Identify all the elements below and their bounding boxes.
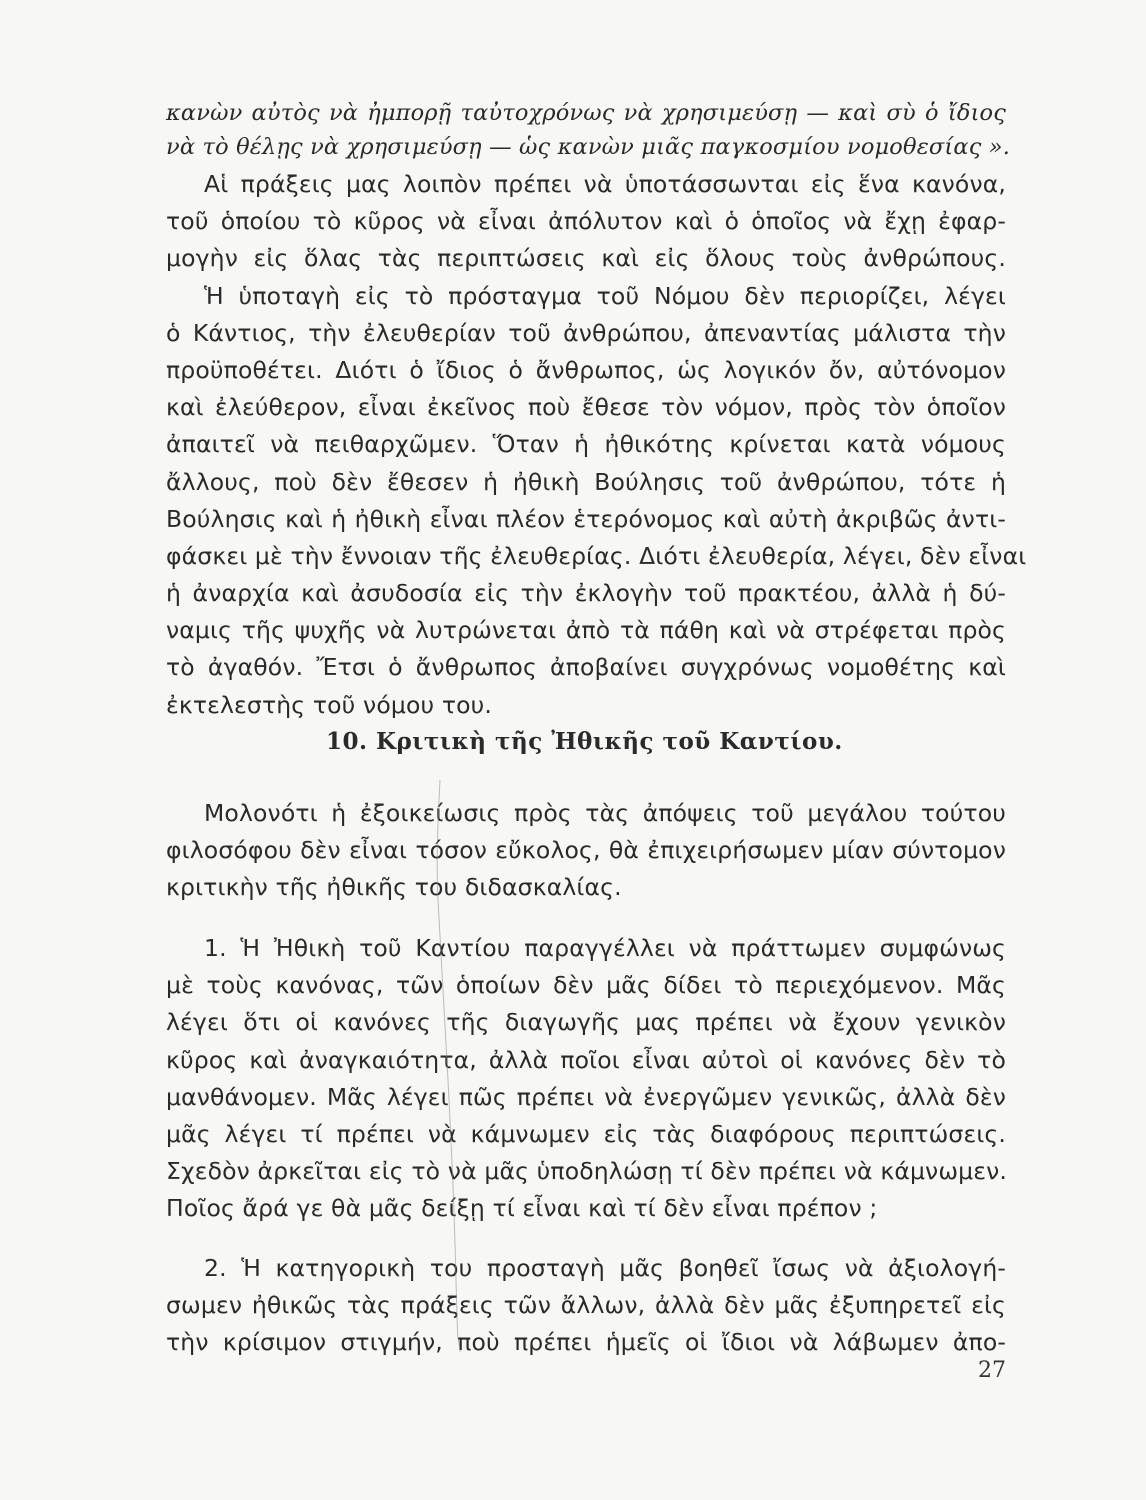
text-line: Ποῖος ἄρά γε θὰ μᾶς δείξῃ τί εἶναι καὶ τί δὲν εἶναι πρέπον ; — [166, 1194, 878, 1223]
text-line: 2. Ἡ κατηγορικὴ του προσταγὴ μᾶς βοηθεῖ ἴσως νὰ ἀξιολογή- — [204, 1254, 1006, 1282]
text-line: καὶ ἐλεύθερον, εἶναι ἐκεῖνος ποὺ ἔθεσε τὸν νόμον, πρὸς τὸν ὁποῖον — [166, 393, 1006, 422]
page-number: 27 — [978, 1358, 1006, 1383]
text-line: τὴν κρίσιμον στιγμήν, ποὺ πρέπει ἡμεῖς οἱ ἴδιοι νὰ λάβωμεν ἀπο- — [166, 1328, 1006, 1357]
text-line: κριτικὴν τῆς ἠθικῆς του διδασκαλίας. — [166, 873, 622, 902]
text-line: μανθάνομεν. Μᾶς λέγει πῶς πρέπει νὰ ἐνεργῶμεν γενικῶς, ἀλλὰ δὲν — [166, 1082, 1006, 1111]
quote-continuation — [166, 96, 1011, 164]
text-line: 1. Ἡ Ἠθικὴ τοῦ Καντίου παραγγέλλει νὰ πράττωμεν συμφώνως — [204, 934, 1006, 962]
text-line: ναμις τῆς ψυχῆς νὰ λυτρώνεται ἀπὸ τὰ πάθη καὶ νὰ στρέφεται πρὸς — [166, 616, 1006, 645]
text-line: νὰ τὸ θέλῃς νὰ χρησιμεύσῃ — ὡς κανὼν μιᾶς παγκοσμίου νομοθεσίας ». — [166, 134, 1011, 160]
text-line: Σχεδὸν ἀρκεῖται εἰς τὸ νὰ μᾶς ὑποδηλώσῃ τί δὲν πρέπει νὰ κάμνωμεν. — [166, 1157, 1008, 1186]
paragraph-3 — [166, 930, 1006, 1228]
text-line: προϋποθέτει. Διότι ὁ ἴδιος ὁ ἄνθρωπος, ὡς λογικόν ὄν, αὐτόνομον — [166, 355, 1006, 384]
text-line: ὁ Κάντιος, τὴν ἐλευθερίαν τοῦ ἀνθρώπου, ἀπεναντίας μάλιστα τὴν — [166, 318, 1006, 347]
text-line: μογὴν εἰς ὅλας τὰς περιπτώσεις καὶ εἰς ὅλους τοὺς ἀνθρώπους. — [166, 244, 1006, 273]
text-line: μᾶς λέγει τί πρέπει νὰ κάμνωμεν εἰς τὰς διαφόρους περιπτώσεις. — [166, 1119, 1006, 1148]
text-line: Βούλησις καὶ ἡ ἠθικὴ εἶναι πλέον ἑτερόνομος καὶ αὐτὴ ἀκριβῶς ἀντι- — [166, 504, 1006, 533]
text-line: Ἡ ὑποταγὴ εἰς τὸ πρόσταγμα τοῦ Νόμου δὲν περιορίζει, λέγει — [204, 281, 1006, 310]
text-line: φιλοσόφου δὲν εἶναι τόσον εὔκολος, θὰ ἐπιχειρήσωμεν μίαν σύντομον — [166, 836, 1006, 865]
text-line: ἀπαιτεῖ νὰ πειθαρχῶμεν. Ὅταν ἡ ἠθικότης κρίνεται κατὰ νόμους — [166, 430, 1006, 459]
text-line: φάσκει μὲ τὴν ἔννοιαν τῆς ἐλευθερίας. Διότι ἐλευθερία, λέγει, δὲν εἶναι — [166, 541, 1027, 570]
text-line: σωμεν ἠθικῶς τὰς πράξεις τῶν ἄλλων, ἀλλὰ δὲν μᾶς ἐξυπηρετεῖ εἰς — [166, 1291, 1006, 1320]
section-heading: 10. Κριτικὴ τῆς Ἠθικῆς τοῦ Καντίου. — [326, 728, 843, 755]
text-line: τὸ ἀγαθόν. Ἔτσι ὁ ἄνθρωπος ἀποβαίνει συγχρόνως νομοθέτης καὶ — [166, 653, 1006, 682]
paragraph-1 — [166, 166, 1027, 724]
text-line: ἐκτελεστὴς τοῦ νόμου του. — [166, 690, 493, 719]
text-line: λέγει ὅτι οἱ κανόνες τῆς διαγωγῆς μας πρέπει νὰ ἔχουν γενικὸν — [166, 1008, 1006, 1037]
text-line: ἄλλους, ποὺ δὲν ἔθεσεν ἡ ἠθικὴ Βούλησις τοῦ ἀνθρώπου, τότε ἡ — [166, 467, 1006, 496]
text-line: τοῦ ὁποίου τὸ κῦρος νὰ εἶναι ἀπόλυτον καὶ ὁ ὁποῖος νὰ ἔχῃ ἐφαρ- — [166, 207, 1006, 236]
text-line: Μολονότι ἡ ἐξοικείωσις πρὸς τὰς ἀπόψεις τοῦ μεγάλου τούτου — [204, 799, 1006, 827]
text-line: κανὼν αὐτὸς νὰ ἠμπορῇ ταὐτοχρόνως νὰ χρησιμεύσῃ — καὶ σὺ ὁ ἴδιος — [166, 100, 1006, 126]
paragraph-2 — [166, 795, 1006, 907]
paragraph-4 — [166, 1250, 1006, 1362]
text-line: Αἱ πράξεις μας λοιπὸν πρέπει νὰ ὑποτάσσωνται εἰς ἕνα κανόνα, — [204, 170, 1006, 198]
text-line: κῦρος καὶ ἀναγκαιότητα, ἀλλὰ ποῖοι εἶναι αὐτοὶ οἱ κανόνες δὲν τὸ — [166, 1045, 1006, 1074]
text-line: μὲ τοὺς κανόνας, τῶν ὁποίων δὲν μᾶς δίδει τὸ περιεχόμενον. Μᾶς — [166, 971, 1006, 1000]
paper-crease-mark — [436, 780, 464, 1352]
text-line: ἡ ἀναρχία καὶ ἀσυδοσία εἰς τὴν ἐκλογὴν τοῦ πρακτέου, ἀλλὰ ἡ δύ- — [166, 579, 1006, 608]
